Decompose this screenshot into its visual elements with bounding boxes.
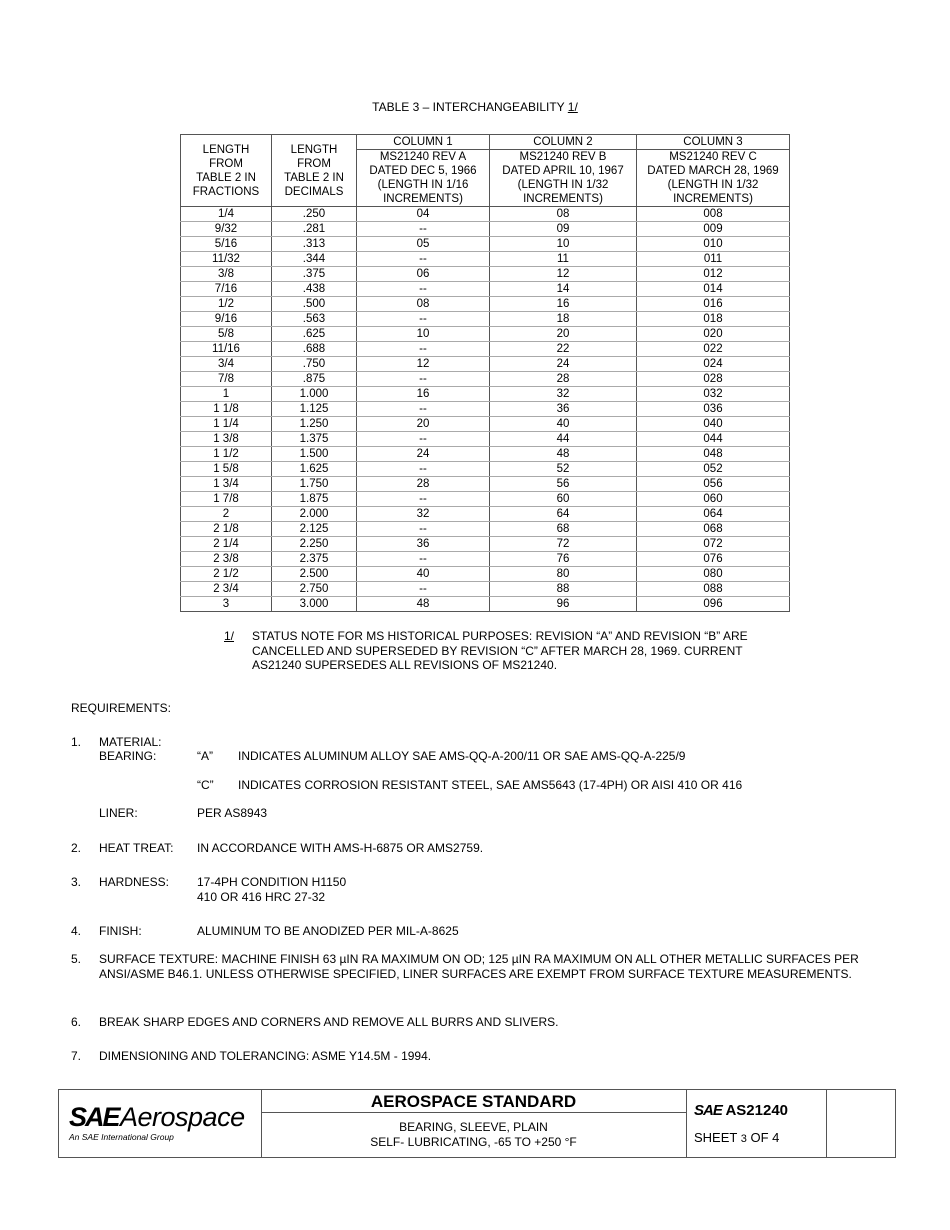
cell-column-3: 018 bbox=[637, 312, 790, 327]
cell-column-2: 18 bbox=[490, 312, 637, 327]
table-row bbox=[181, 237, 790, 252]
hardness-line-2: 410 OR 416 HRC 27-32 bbox=[197, 890, 326, 904]
sheet-prefix: SHEET bbox=[694, 1130, 738, 1145]
cell-decimal: .750 bbox=[272, 357, 357, 372]
header-column-1: COLUMN 1 bbox=[357, 135, 490, 150]
logo-sae-mark: SAE bbox=[69, 1102, 119, 1132]
cell-column-2: 56 bbox=[490, 477, 637, 492]
cell-column-3: 068 bbox=[637, 522, 790, 537]
cell-fraction: 2 1/8 bbox=[181, 522, 272, 537]
req-label: HARDNESS: bbox=[99, 875, 170, 889]
cell-column-3: 008 bbox=[637, 207, 790, 222]
cell-column-1: 08 bbox=[357, 297, 490, 312]
interchangeability-table bbox=[180, 134, 790, 612]
cell-column-1: -- bbox=[357, 462, 490, 477]
table-row bbox=[181, 297, 790, 312]
header-column-2: COLUMN 2 bbox=[490, 135, 637, 150]
cell-column-2: 52 bbox=[490, 462, 637, 477]
cell-fraction: 1 bbox=[181, 387, 272, 402]
cell-column-3: 028 bbox=[637, 372, 790, 387]
cell-decimal: 1.125 bbox=[272, 402, 357, 417]
cell-fraction: 11/32 bbox=[181, 252, 272, 267]
cell-decimal: 1.250 bbox=[272, 417, 357, 432]
cell-fraction: 5/8 bbox=[181, 327, 272, 342]
cell-decimal: .500 bbox=[272, 297, 357, 312]
cell-column-1: -- bbox=[357, 282, 490, 297]
cell-column-3: 040 bbox=[637, 417, 790, 432]
cell-column-3: 064 bbox=[637, 507, 790, 522]
cell-decimal: 2.375 bbox=[272, 552, 357, 567]
cell-fraction: 1 3/8 bbox=[181, 432, 272, 447]
cell-decimal: .313 bbox=[272, 237, 357, 252]
table-row bbox=[181, 522, 790, 537]
cell-decimal: .875 bbox=[272, 372, 357, 387]
cell-column-3: 010 bbox=[637, 237, 790, 252]
req-text: SURFACE TEXTURE: MACHINE FINISH 63 µIN RA MAXIMUM ON OD; 125 µIN RA MAXIMUM ON ALL OTHER METALLIC SURFACES PER ANSI/ASME B46.1. UNLESS OTHERWISE SPECIFIED, LINER SURFACES ARE EXEMPT FROM SURFACE TEXTURE MEASUREMENTS. bbox=[99, 952, 859, 981]
table-row bbox=[181, 342, 790, 357]
cell-column-3: 088 bbox=[637, 582, 790, 597]
cell-column-2: 10 bbox=[490, 237, 637, 252]
table-row bbox=[181, 597, 790, 612]
cell-column-2: 40 bbox=[490, 417, 637, 432]
cell-column-1: -- bbox=[357, 582, 490, 597]
material-text-c: INDICATES CORROSION RESISTANT STEEL, SAE AMS5643 (17-4PH) OR AISI 410 OR 416 bbox=[238, 778, 743, 792]
cell-decimal: .625 bbox=[272, 327, 357, 342]
cell-column-1: 24 bbox=[357, 447, 490, 462]
table-row bbox=[181, 507, 790, 522]
cell-column-3: 048 bbox=[637, 447, 790, 462]
cell-fraction: 1 1/4 bbox=[181, 417, 272, 432]
document-number bbox=[694, 1102, 788, 1119]
table-row bbox=[181, 582, 790, 597]
cell-decimal: 1.000 bbox=[272, 387, 357, 402]
table-row bbox=[181, 567, 790, 582]
cell-column-3: 052 bbox=[637, 462, 790, 477]
cell-column-2: 80 bbox=[490, 567, 637, 582]
cell-column-3: 080 bbox=[637, 567, 790, 582]
cell-fraction: 3/8 bbox=[181, 267, 272, 282]
cell-decimal: .688 bbox=[272, 342, 357, 357]
cell-fraction: 1 3/4 bbox=[181, 477, 272, 492]
table-row bbox=[181, 267, 790, 282]
cell-column-3: 012 bbox=[637, 267, 790, 282]
cell-column-3: 020 bbox=[637, 327, 790, 342]
cell-decimal: 1.500 bbox=[272, 447, 357, 462]
table-row bbox=[181, 282, 790, 297]
cell-decimal: 2.250 bbox=[272, 537, 357, 552]
req-number: 5. bbox=[71, 952, 82, 966]
req-number: 1. bbox=[71, 735, 82, 749]
cell-column-1: 32 bbox=[357, 507, 490, 522]
cell-column-3: 044 bbox=[637, 432, 790, 447]
material-code-a: “A” bbox=[197, 749, 213, 763]
req-number: 2. bbox=[71, 841, 82, 855]
cell-column-2: 88 bbox=[490, 582, 637, 597]
standard-title: AEROSPACE STANDARD bbox=[261, 1090, 686, 1113]
cell-column-1: 40 bbox=[357, 567, 490, 582]
sheet-indicator bbox=[694, 1130, 779, 1145]
req-label: MATERIAL: bbox=[99, 735, 162, 749]
cell-fraction: 2 3/8 bbox=[181, 552, 272, 567]
cell-column-2: 11 bbox=[490, 252, 637, 267]
cell-decimal: 2.125 bbox=[272, 522, 357, 537]
cell-fraction: 11/16 bbox=[181, 342, 272, 357]
cell-column-2: 28 bbox=[490, 372, 637, 387]
cell-fraction: 1 7/8 bbox=[181, 492, 272, 507]
requirements-title: REQUIREMENTS: bbox=[71, 701, 172, 715]
table-row bbox=[181, 207, 790, 222]
sae-aerospace-logo bbox=[59, 1090, 262, 1157]
footnote-mark: 1/ bbox=[224, 629, 235, 643]
cell-column-1: 10 bbox=[357, 327, 490, 342]
cell-fraction: 9/16 bbox=[181, 312, 272, 327]
table-caption-footnote-ref: 1/ bbox=[567, 100, 578, 114]
req-number: 4. bbox=[71, 924, 82, 938]
title-block-doc bbox=[686, 1090, 827, 1157]
cell-fraction: 1 5/8 bbox=[181, 462, 272, 477]
header-length-decimals: LENGTH FROM TABLE 2 IN DECIMALS bbox=[272, 135, 357, 207]
cell-column-1: -- bbox=[357, 312, 490, 327]
liner-text: PER AS8943 bbox=[197, 806, 268, 820]
table-caption bbox=[0, 100, 950, 114]
cell-column-3: 072 bbox=[637, 537, 790, 552]
title-block bbox=[58, 1089, 896, 1158]
material-text-a: INDICATES ALUMINUM ALLOY SAE AMS-QQ-A-200/11 OR SAE AMS-QQ-A-225/9 bbox=[238, 749, 686, 763]
title-block-center bbox=[261, 1090, 687, 1157]
cell-column-2: 16 bbox=[490, 297, 637, 312]
cell-column-2: 76 bbox=[490, 552, 637, 567]
cell-decimal: .344 bbox=[272, 252, 357, 267]
table-row bbox=[181, 327, 790, 342]
cell-column-2: 96 bbox=[490, 597, 637, 612]
cell-column-2: 22 bbox=[490, 342, 637, 357]
cell-decimal: 2.500 bbox=[272, 567, 357, 582]
cell-column-3: 056 bbox=[637, 477, 790, 492]
cell-column-1: 28 bbox=[357, 477, 490, 492]
req-label: HEAT TREAT: bbox=[99, 841, 174, 855]
cell-column-2: 68 bbox=[490, 522, 637, 537]
table-row bbox=[181, 537, 790, 552]
cell-column-3: 022 bbox=[637, 342, 790, 357]
cell-fraction: 3/4 bbox=[181, 357, 272, 372]
cell-decimal: 1.375 bbox=[272, 432, 357, 447]
cell-column-1: -- bbox=[357, 372, 490, 387]
req-number: 6. bbox=[71, 1015, 82, 1029]
cell-column-2: 48 bbox=[490, 447, 637, 462]
cell-decimal: 3.000 bbox=[272, 597, 357, 612]
cell-decimal: .375 bbox=[272, 267, 357, 282]
cell-decimal: 1.750 bbox=[272, 477, 357, 492]
doc-sae-mark: SAE bbox=[694, 1102, 722, 1119]
standard-subtitle bbox=[261, 1120, 686, 1150]
cell-column-3: 060 bbox=[637, 492, 790, 507]
logo-tagline: An SAE International Group bbox=[69, 1132, 174, 1142]
header-column-1-desc: MS21240 REV A DATED DEC 5, 1966 (LENGTH IN 1/16 INCREMENTS) bbox=[357, 150, 490, 207]
cell-column-3: 036 bbox=[637, 402, 790, 417]
cell-column-1: 48 bbox=[357, 597, 490, 612]
cell-column-1: 20 bbox=[357, 417, 490, 432]
req-number: 7. bbox=[71, 1049, 82, 1063]
cell-column-1: -- bbox=[357, 522, 490, 537]
cell-decimal: 2.000 bbox=[272, 507, 357, 522]
req-number: 3. bbox=[71, 875, 82, 889]
table-row bbox=[181, 552, 790, 567]
table-row bbox=[181, 222, 790, 237]
cell-fraction: 1 1/2 bbox=[181, 447, 272, 462]
cell-column-3: 009 bbox=[637, 222, 790, 237]
header-column-2-desc: MS21240 REV B DATED APRIL 10, 1967 (LENGTH IN 1/32 INCREMENTS) bbox=[490, 150, 637, 207]
cell-fraction: 7/8 bbox=[181, 372, 272, 387]
header-length-fractions: LENGTH FROM TABLE 2 IN FRACTIONS bbox=[181, 135, 272, 207]
table-row bbox=[181, 477, 790, 492]
cell-column-3: 076 bbox=[637, 552, 790, 567]
cell-column-1: 12 bbox=[357, 357, 490, 372]
cell-fraction: 2 bbox=[181, 507, 272, 522]
bearing-label: BEARING: bbox=[99, 749, 157, 763]
cell-fraction: 3 bbox=[181, 597, 272, 612]
cell-column-1: -- bbox=[357, 552, 490, 567]
material-code-c: “C” bbox=[197, 778, 214, 792]
cell-column-2: 60 bbox=[490, 492, 637, 507]
sheet-total: OF 4 bbox=[750, 1130, 780, 1145]
doc-number-text: AS21240 bbox=[725, 1102, 789, 1119]
logo-aerospace-word: Aerospace bbox=[120, 1102, 245, 1132]
header-column-3: COLUMN 3 bbox=[637, 135, 790, 150]
table-body bbox=[181, 207, 790, 612]
liner-label: LINER: bbox=[99, 806, 138, 820]
table-row bbox=[181, 372, 790, 387]
cell-decimal: .563 bbox=[272, 312, 357, 327]
cell-column-3: 032 bbox=[637, 387, 790, 402]
cell-column-2: 32 bbox=[490, 387, 637, 402]
hardness-line-1: 17-4PH CONDITION H1150 bbox=[197, 875, 347, 889]
cell-column-1: -- bbox=[357, 252, 490, 267]
subtitle-line-2: SELF- LUBRICATING, -65 TO +250 °F bbox=[370, 1135, 577, 1149]
table-caption-text: TABLE 3 – INTERCHANGEABILITY bbox=[372, 100, 565, 114]
table-row bbox=[181, 462, 790, 477]
cell-fraction: 2 1/4 bbox=[181, 537, 272, 552]
cell-column-3: 011 bbox=[637, 252, 790, 267]
cell-column-1: 06 bbox=[357, 267, 490, 282]
cell-column-3: 096 bbox=[637, 597, 790, 612]
header-column-3-desc: MS21240 REV C DATED MARCH 28, 1969 (LENGTH IN 1/32 INCREMENTS) bbox=[637, 150, 790, 207]
cell-column-2: 20 bbox=[490, 327, 637, 342]
cell-column-1: -- bbox=[357, 222, 490, 237]
table-row bbox=[181, 312, 790, 327]
cell-fraction: 1/4 bbox=[181, 207, 272, 222]
req-text: DIMENSIONING AND TOLERANCING: ASME Y14.5M - 1994. bbox=[99, 1049, 432, 1063]
table-row bbox=[181, 417, 790, 432]
cell-fraction: 7/16 bbox=[181, 282, 272, 297]
cell-column-2: 12 bbox=[490, 267, 637, 282]
table-row bbox=[181, 387, 790, 402]
cell-column-1: 36 bbox=[357, 537, 490, 552]
cell-decimal: 1.875 bbox=[272, 492, 357, 507]
req-text: ALUMINUM TO BE ANODIZED PER MIL-A-8625 bbox=[197, 924, 459, 938]
cell-column-2: 09 bbox=[490, 222, 637, 237]
cell-column-3: 016 bbox=[637, 297, 790, 312]
cell-column-3: 024 bbox=[637, 357, 790, 372]
sheet-number: 3 bbox=[740, 1133, 747, 1145]
cell-column-1: 05 bbox=[357, 237, 490, 252]
cell-column-2: 72 bbox=[490, 537, 637, 552]
cell-column-2: 36 bbox=[490, 402, 637, 417]
cell-column-3: 014 bbox=[637, 282, 790, 297]
cell-column-2: 64 bbox=[490, 507, 637, 522]
table-row bbox=[181, 432, 790, 447]
cell-fraction: 2 3/4 bbox=[181, 582, 272, 597]
cell-column-1: -- bbox=[357, 402, 490, 417]
cell-column-2: 44 bbox=[490, 432, 637, 447]
table-row bbox=[181, 447, 790, 462]
footnote-text: STATUS NOTE FOR MS HISTORICAL PURPOSES: REVISION “A” AND REVISION “B” ARE CANCELLED AND SUPERSEDED BY REVISION “C” AFTER MARCH 28, 1969. CURRENT AS21240 SUPERSEDES ALL REVISIONS OF MS21240. bbox=[252, 629, 748, 672]
cell-column-1: -- bbox=[357, 432, 490, 447]
cell-decimal: .438 bbox=[272, 282, 357, 297]
cell-column-1: -- bbox=[357, 492, 490, 507]
cell-column-2: 14 bbox=[490, 282, 637, 297]
req-text: BREAK SHARP EDGES AND CORNERS AND REMOVE ALL BURRS AND SLIVERS. bbox=[99, 1015, 559, 1029]
cell-column-1: -- bbox=[357, 342, 490, 357]
cell-decimal: 2.750 bbox=[272, 582, 357, 597]
cell-fraction: 1 1/8 bbox=[181, 402, 272, 417]
cell-decimal: 1.625 bbox=[272, 462, 357, 477]
cell-fraction: 5/16 bbox=[181, 237, 272, 252]
cell-column-2: 24 bbox=[490, 357, 637, 372]
cell-fraction: 2 1/2 bbox=[181, 567, 272, 582]
cell-column-1: 16 bbox=[357, 387, 490, 402]
cell-column-2: 08 bbox=[490, 207, 637, 222]
subtitle-line-1: BEARING, SLEEVE, PLAIN bbox=[399, 1120, 548, 1134]
cell-fraction: 9/32 bbox=[181, 222, 272, 237]
table-row bbox=[181, 252, 790, 267]
req-label: FINISH: bbox=[99, 924, 142, 938]
cell-fraction: 1/2 bbox=[181, 297, 272, 312]
cell-decimal: .281 bbox=[272, 222, 357, 237]
req-text: IN ACCORDANCE WITH AMS-H-6875 OR AMS2759. bbox=[197, 841, 484, 855]
cell-column-1: 04 bbox=[357, 207, 490, 222]
cell-decimal: .250 bbox=[272, 207, 357, 222]
table-row bbox=[181, 492, 790, 507]
table-row bbox=[181, 357, 790, 372]
table-row bbox=[181, 402, 790, 417]
